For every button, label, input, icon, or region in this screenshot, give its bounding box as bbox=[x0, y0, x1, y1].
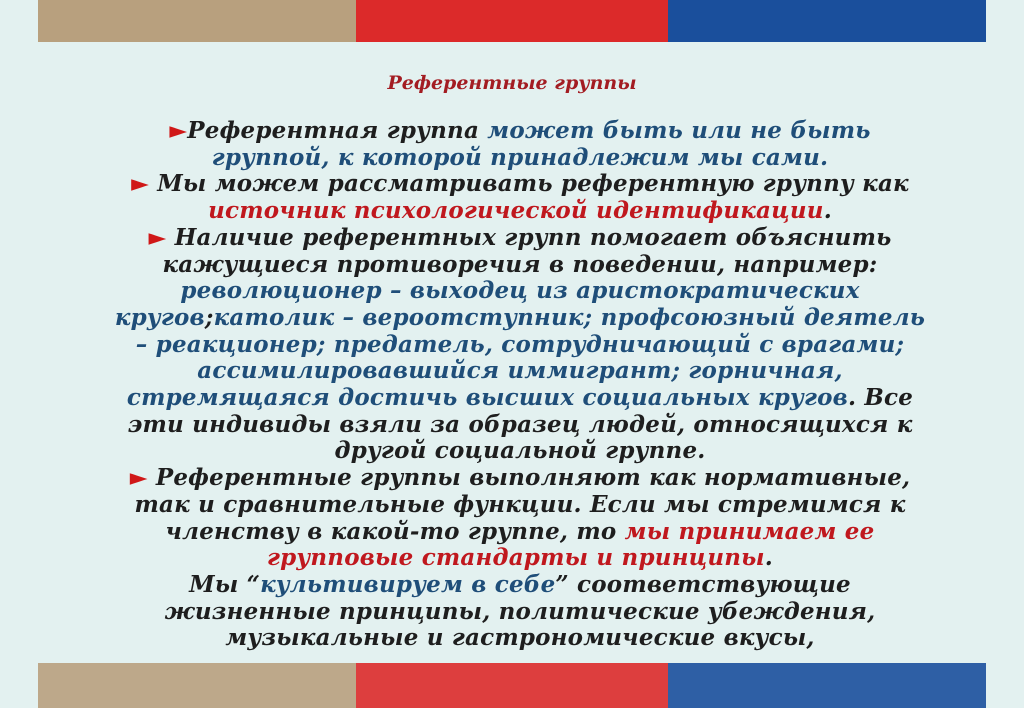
p3-highlight-1: революционер – выходец из аристократических кругов bbox=[114, 277, 860, 331]
header-stripe-blue bbox=[668, 0, 986, 42]
bullet-marker-icon: ► bbox=[131, 170, 150, 198]
footer-stripe-tan bbox=[38, 663, 356, 708]
p5-highlight: культивируем в себе bbox=[260, 570, 556, 598]
bullet-marker-icon: ► bbox=[148, 223, 167, 251]
paragraph-4 bbox=[110, 465, 930, 572]
header-stripe-tan bbox=[38, 0, 356, 42]
p2-end: . bbox=[823, 197, 832, 225]
p4-end: . bbox=[764, 544, 773, 572]
paragraph-2 bbox=[110, 171, 930, 224]
p2-text: Мы можем рассматривать референтную группу как bbox=[149, 170, 909, 198]
bullet-marker-icon: ► bbox=[129, 464, 148, 492]
p3-text: Наличие референтных групп помогает объяснить кажущиеся противоречия в поведении, например: bbox=[162, 223, 892, 278]
p1-text: Референтная группа bbox=[187, 117, 488, 144]
header-stripe-red bbox=[356, 0, 668, 42]
p4-text: Референтные группы выполняют как нормативные, так и сравнительные функции. Если мы стремимся к членству в какой-то группе, то bbox=[134, 464, 911, 545]
p3-sep: ; bbox=[204, 303, 214, 331]
p4-highlight: мы принимаем ее групповые стандарты и принципы bbox=[266, 517, 875, 572]
p1-highlight: может быть или не быть группой, к которой принадлежим мы сами. bbox=[211, 117, 871, 171]
footer-stripe-blue bbox=[668, 663, 986, 708]
p3-end: . Все эти индивиды взяли за образец людей, относящихся к другой социальной группе. bbox=[127, 384, 914, 465]
p5-text: Мы “ bbox=[189, 570, 261, 598]
slide-title: Референтные группы bbox=[387, 72, 637, 94]
slide-body bbox=[110, 118, 930, 652]
p3-highlight-2: католик – вероотступник; профсоюзный деятель – реакционер; предатель, сотрудничающий с врагами; ассимилировавшийся иммигрант; горничная, стремящаяся достичь высших социальных кругов bbox=[126, 303, 926, 412]
paragraph-1 bbox=[110, 118, 930, 171]
paragraph-3 bbox=[110, 225, 930, 465]
paragraph-5 bbox=[110, 572, 930, 652]
p2-highlight: источник психологической идентификации bbox=[208, 197, 824, 225]
footer-stripe-red bbox=[356, 663, 668, 708]
p5-end: ” соответствующие жизненные принципы, политические убеждения, музыкальные и гастрономические вкусы, bbox=[164, 570, 876, 652]
bullet-marker-icon: ► bbox=[169, 117, 188, 144]
